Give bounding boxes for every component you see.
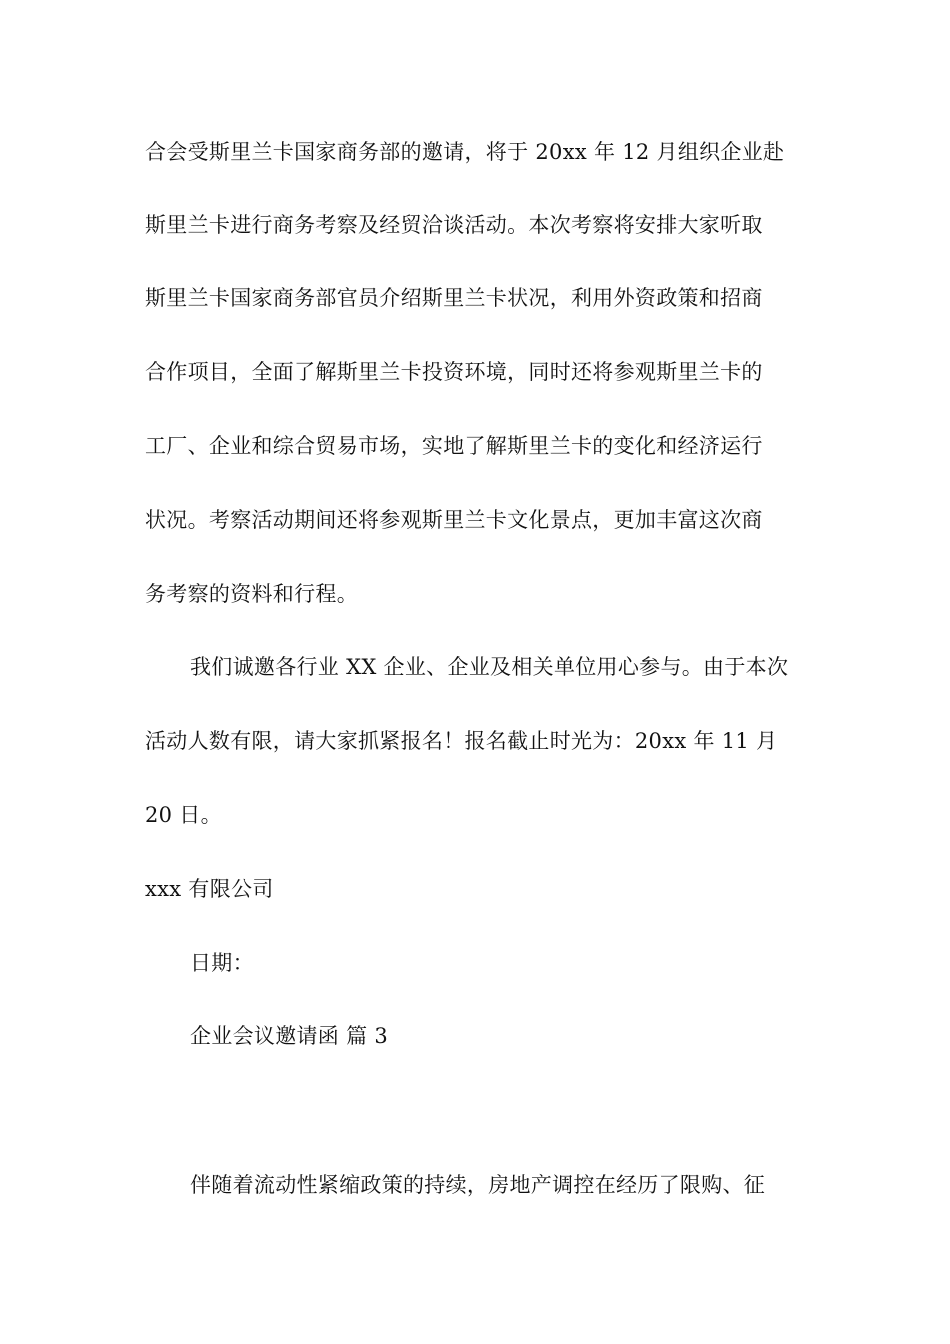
paragraph-2-line-1: 我们诚邀各行业 XX 企业、企业及相关单位用心参与。由于本次: [190, 655, 789, 679]
paragraph-1-line-5: 工厂、企业和综合贸易市场，实地了解斯里兰卡的变化和经济运行: [145, 434, 763, 458]
date-label: 日期：: [190, 951, 254, 975]
company-name: xxx 有限公司: [145, 877, 274, 901]
section-title: 企业会议邀请函 篇 3: [190, 1024, 389, 1048]
paragraph-1-line-1: 合会受斯里兰卡国家商务部的邀请，将于 20xx 年 12 月组织企业赴: [145, 140, 785, 164]
paragraph-1-line-4: 合作项目，全面了解斯里兰卡投资环境，同时还将参观斯里兰卡的: [145, 360, 763, 384]
paragraph-2-line-2: 活动人数有限，请大家抓紧报名！报名截止时光为：20xx 年 11 月: [145, 729, 778, 753]
paragraph-1-line-3: 斯里兰卡国家商务部官员介绍斯里兰卡状况，利用外资政策和招商: [145, 286, 763, 310]
paragraph-2-line-3: 20 日。: [145, 803, 222, 827]
paragraph-1-line-2: 斯里兰卡进行商务考察及经贸洽谈活动。本次考察将安排大家听取: [145, 213, 763, 237]
paragraph-1-line-7: 务考察的资料和行程。: [145, 582, 358, 606]
paragraph-3-line-1: 伴随着流动性紧缩政策的持续，房地产调控在经历了限购、征: [190, 1173, 766, 1197]
paragraph-1-line-6: 状况。考察活动期间还将参观斯里兰卡文化景点，更加丰富这次商: [145, 508, 763, 532]
